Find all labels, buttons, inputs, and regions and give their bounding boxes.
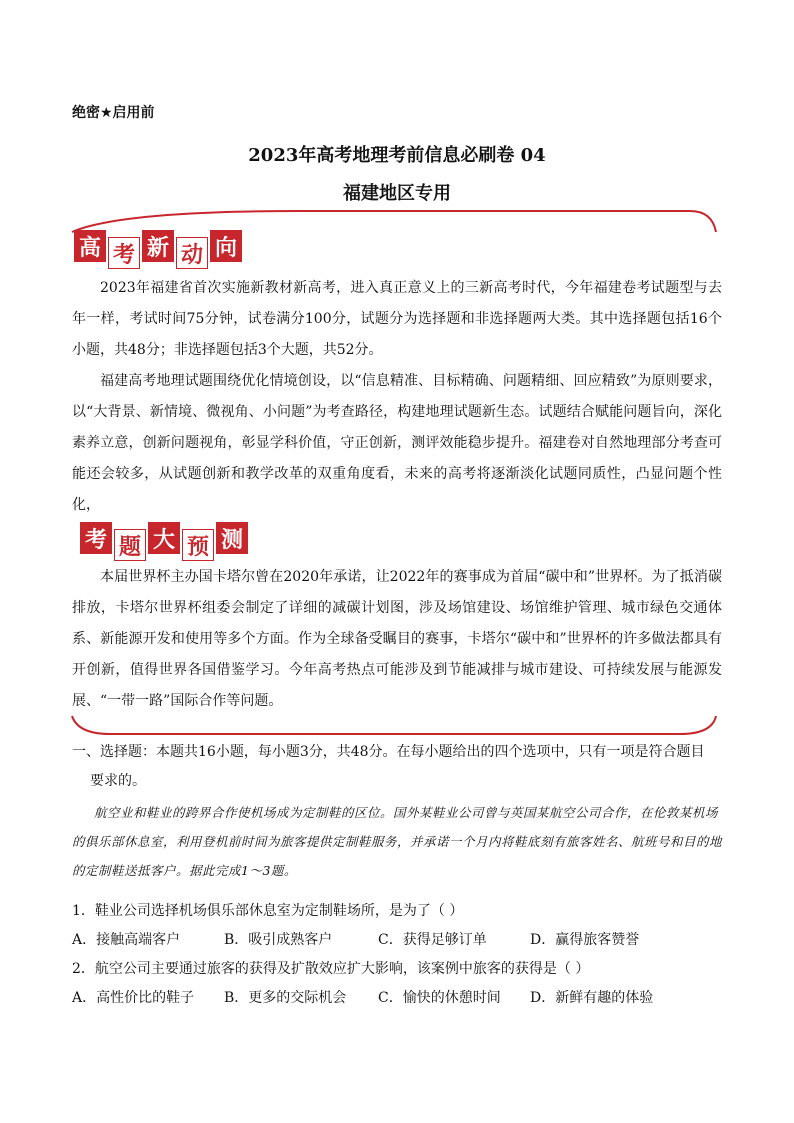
badge-char: 新 bbox=[142, 230, 174, 262]
paper-subtitle: 福建地区专用 bbox=[343, 183, 451, 204]
paragraph: 本届世界杯主办国卡塔尔曾在2020年承诺，让2022年的赛事成为首届“碳中和”世界杯。为了抵消碳排放，卡塔尔世界杯组委会制定了详细的减碳计划图，涉及场馆建设、场馆维护管理、城市绿色交通体系、新能源开发和使用等多个方面。作为全球备受瞩目的赛事，卡塔尔“碳中和”世界杯的许多做法都具有开创新，值得世界各国借鉴学习。今年高考热点可能涉及到节能减排与城市建设、可持续发展与能源发展、“一带一路”国际合作等问题。 bbox=[72, 569, 722, 709]
choice-section-heading bbox=[72, 738, 722, 796]
section-badge-predictions bbox=[80, 522, 248, 561]
option-a[interactable]: A．接触高端客户 bbox=[72, 932, 181, 948]
badge-char: 预 bbox=[182, 529, 214, 561]
badge-char: 大 bbox=[148, 522, 180, 554]
paper-title: 2023年高考地理考前信息必刷卷 04 bbox=[248, 145, 546, 166]
option-a[interactable]: A．高性价比的鞋子 bbox=[72, 990, 195, 1006]
options bbox=[72, 984, 722, 1013]
section-badge-new-trends bbox=[74, 230, 242, 269]
heading-line: 要求的。 bbox=[90, 773, 146, 789]
badge-char: 高 bbox=[74, 230, 106, 262]
option-b[interactable]: B．更多的交际机会 bbox=[224, 990, 347, 1006]
section1-text bbox=[72, 273, 722, 521]
badge-char: 题 bbox=[114, 529, 146, 561]
option-b[interactable]: B．吸引成熟客户 bbox=[224, 932, 333, 948]
badge-char: 考 bbox=[80, 522, 112, 554]
options bbox=[72, 926, 722, 955]
heading-line: 一、选择题：本题共16小题，每小题3分，共48分。在每小题给出的四个选项中，只有一项是符合题目 bbox=[72, 744, 705, 760]
option-d[interactable]: D．赢得旅客赞誉 bbox=[530, 932, 640, 948]
badge-char: 向 bbox=[210, 230, 242, 262]
badge-char: 动 bbox=[176, 237, 208, 269]
option-c[interactable]: C．愉快的休憩时间 bbox=[378, 990, 501, 1006]
confidential-label: 绝密★启用前 bbox=[72, 105, 155, 121]
question-stem: 2．航空公司主要通过旅客的获得及扩散效应扩大影响，该案例中旅客的获得是（ ） bbox=[72, 961, 590, 977]
question-stem: 1．鞋业公司选择机场俱乐部休息室为定制鞋场所，是为了（ ） bbox=[72, 903, 464, 919]
question-1 bbox=[72, 897, 722, 1013]
badge-char: 考 bbox=[108, 237, 140, 269]
question-passage: 航空业和鞋业的跨界合作使机场成为定制鞋的区位。国外某鞋业公司曾与英国某航空公司合作，在伦敦某机场的俱乐部休息室，利用登机前时间为旅客提供定制鞋服务，并承诺一个月内将鞋底刻有旅客姓名、航班号和目的地的定制鞋送抵客户。据此完成1～3题。 bbox=[72, 805, 723, 878]
option-c[interactable]: C．获得足够订单 bbox=[378, 932, 487, 948]
option-d[interactable]: D．新鲜有趣的体验 bbox=[530, 990, 654, 1006]
paragraph: 福建高考地理试题围绕优化情境创设，以“信息精准、目标精确、问题精细、回应精致”为原则要求，以“大背景、新情境、微视角、小问题”为考查路径，构建地理试题新生态。试题结合赋能问题旨向，深化素养立意，创新问题视角，彰显学科价值，守正创新，测评效能稳步提升。福建卷对自然地理部分考查可能还会较多，从试题创新和教学改革的双重角度看，未来的高考将逐渐淡化试题同质性，凸显问题个性化， bbox=[72, 373, 722, 513]
paragraph: 2023年福建省首次实施新教材新高考，进入真正意义上的三新高考时代，今年福建卷考试题型与去年一样，考试时间75分钟，试卷满分100分，试题分为选择题和非选择题两大类。其中选择题包括16个小题，共48分；非选择题包括3个大题，共52分。 bbox=[72, 280, 722, 358]
section2-text bbox=[72, 562, 722, 717]
badge-char: 测 bbox=[216, 522, 248, 554]
